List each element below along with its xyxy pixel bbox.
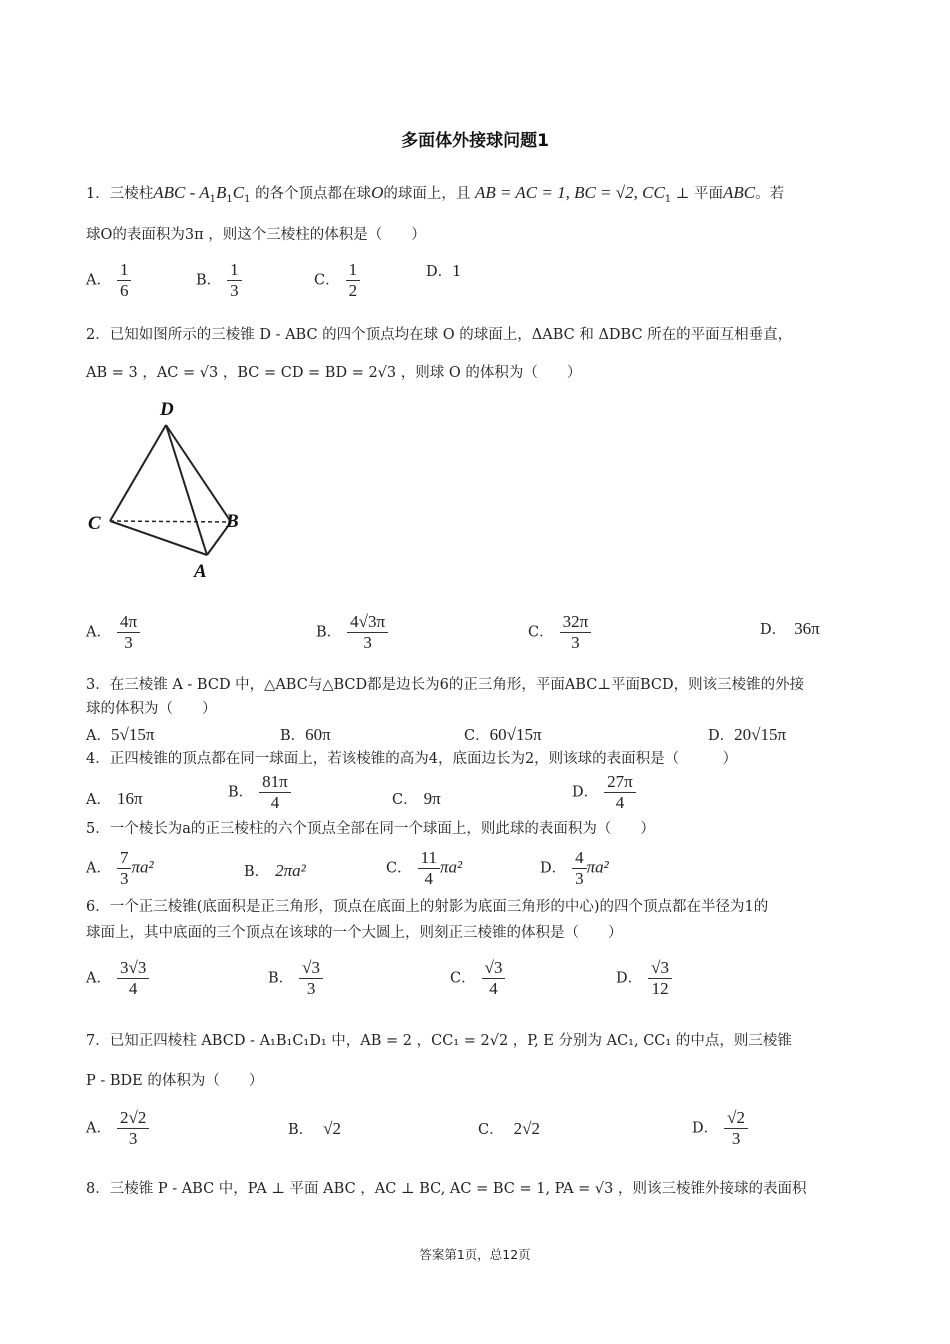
q6-option-c: C． $\frac{√3}{4}$ bbox=[450, 958, 505, 999]
vertex-label-c: C bbox=[88, 513, 101, 534]
question-6-line-1: 6．一个正三棱锥(底面积是正三角形，顶点在底面上的射影为底面三角形的中心)的四个顶点都在半径为1的 bbox=[86, 899, 769, 915]
question-1-line-2: 球O的表面积为3π ，则这个三棱柱的体积是（ ） bbox=[86, 227, 426, 243]
question-4-line-1: 4．正四棱锥的顶点都在同一球面上，若该棱锥的高为4，底面边长为2，则该球的表面积是（ ） bbox=[86, 751, 738, 767]
q7-option-d: D． $\frac{√2}{3}$ bbox=[692, 1108, 748, 1149]
q4-option-a: A． 16π bbox=[86, 789, 143, 808]
vertex-label-d: D bbox=[160, 399, 174, 420]
q2-option-c: C． $\frac{32\pi}{3}$ bbox=[528, 612, 591, 653]
question-2-line-1: 2．已知如图所示的三棱锥 D - ABC 的四个顶点均在球 O 的球面上，ΔABC 和 ΔDBC 所在的平面互相垂直， bbox=[86, 327, 793, 343]
q3-option-b: B．60π bbox=[280, 725, 331, 744]
q1-math-h: ABC bbox=[723, 183, 756, 202]
q3-option-d: D．20√15π bbox=[708, 725, 787, 744]
vertex-label-b: B bbox=[226, 511, 239, 532]
edge-ca bbox=[110, 521, 207, 555]
q1-option-d: D．1 bbox=[426, 264, 462, 280]
question-8-line-1: 8．三棱锥 P - ABC 中，PA ⊥ 平面 ABC ，AC ⊥ BC, AC = BC = 1, PA = √3 ，则该三棱锥外接球的表面积 bbox=[86, 1181, 807, 1197]
page-title: 多面体外接球问题1 bbox=[401, 131, 549, 151]
q4-option-d: D． $\frac{27\pi}{4}$ bbox=[572, 772, 636, 813]
q6-option-a: A． $\frac{3√3}{4}$ bbox=[86, 958, 149, 999]
question-6-line-2: 球面上，其中底面的三个顶点在该球的一个大圆上，则刻正三棱锥的体积是（ ） bbox=[86, 925, 623, 941]
edge-dc bbox=[110, 425, 166, 521]
question-2-line-2: AB = 3 ，AC = √3 ，BC = CD = BD = 2√3 ，则球 O 的体积为（ ） bbox=[86, 365, 582, 381]
q1-option-b: B． $\frac{1}{3}$ bbox=[196, 260, 242, 301]
q6-option-b: B． $\frac{√3}{3}$ bbox=[268, 958, 323, 999]
tetrahedron-figure bbox=[84, 395, 254, 580]
q2-option-d: D． 36π bbox=[760, 619, 820, 638]
q1-text-e: 的球面上，且 bbox=[383, 186, 471, 202]
question-3-line-1: 3．在三棱锥 A - BCD 中，△ABC与△BCD都是边长为6的正三角形，平面ABC⊥平面BCD，则该三棱锥的外接 bbox=[86, 677, 805, 693]
q3-option-c: C．60√15π bbox=[464, 725, 542, 744]
q5-option-c: C． $\frac{11}{4}$ πa² bbox=[386, 848, 463, 888]
page-footer: 答案第1页，总12页 bbox=[419, 1247, 531, 1262]
q3-option-a: A．5√15π bbox=[86, 725, 155, 744]
question-3-line-2: 球的体积为（ ） bbox=[86, 701, 217, 717]
question-5-line-1: 5．一个棱长为a的正三棱柱的六个顶点全部在同一个球面上，则此球的表面积为（ ） bbox=[86, 821, 655, 837]
q7-option-b: B． √2 bbox=[288, 1119, 341, 1138]
q7-option-c: C． 2√2 bbox=[478, 1119, 540, 1138]
q1-math-b: ABC - A bbox=[153, 183, 210, 202]
q6-option-d: D． $\frac{√3}{12}$ bbox=[616, 958, 672, 999]
q1-text-i: 。若 bbox=[755, 186, 785, 202]
question-7-line-2: P - BDE 的体积为（ ） bbox=[86, 1073, 264, 1089]
question-7-line-1: 7．已知正四棱柱 ABCD - A₁B₁C₁D₁ 中，AB = 2 ，CC₁ = 2√2 ，P, E 分别为 AC₁, CC₁ 的中点，则三棱锥 bbox=[86, 1033, 792, 1049]
q5-option-d: D． $\frac{4}{3}$ πa² bbox=[540, 848, 609, 888]
vertex-label-a: A bbox=[194, 561, 207, 580]
edge-cb-hidden bbox=[110, 521, 231, 522]
edge-db bbox=[166, 425, 231, 522]
q4-option-c: C． 9π bbox=[392, 789, 441, 808]
q5-option-b: B． 2πa² bbox=[244, 861, 306, 880]
q2-option-a: A． $\frac{4\pi}{3}$ bbox=[86, 612, 140, 653]
edge-da bbox=[166, 425, 207, 555]
q1-option-a: A． $\frac{1}{6}$ bbox=[86, 260, 131, 301]
q1-text-a: 1．三棱柱 bbox=[86, 186, 154, 202]
q5-option-a: A． $\frac{7}{3}$ πa² bbox=[86, 848, 154, 888]
question-1-line-1: 1．三棱柱ABC - $A_1B_1C_1$ 的各个顶点都在球O的球面上，且 AB = AC = 1, BC = √2, $CC_1$ ⊥ 平面ABC。若 bbox=[86, 183, 785, 205]
q1-math-f: AB = AC = 1, BC = √2, CC bbox=[474, 183, 665, 202]
q7-option-a: A． $\frac{2√2}{3}$ bbox=[86, 1108, 149, 1149]
q1-text-g: ⊥ 平面 bbox=[675, 186, 724, 202]
q1-text-c: 的各个顶点都在球 bbox=[255, 186, 372, 202]
q2-option-b: B． $\frac{4√3\pi}{3}$ bbox=[316, 612, 388, 653]
q4-option-b: B． $\frac{81\pi}{4}$ bbox=[228, 772, 291, 813]
q1-option-c: C． $\frac{1}{2}$ bbox=[314, 260, 360, 301]
q1-math-d: O bbox=[371, 183, 384, 202]
